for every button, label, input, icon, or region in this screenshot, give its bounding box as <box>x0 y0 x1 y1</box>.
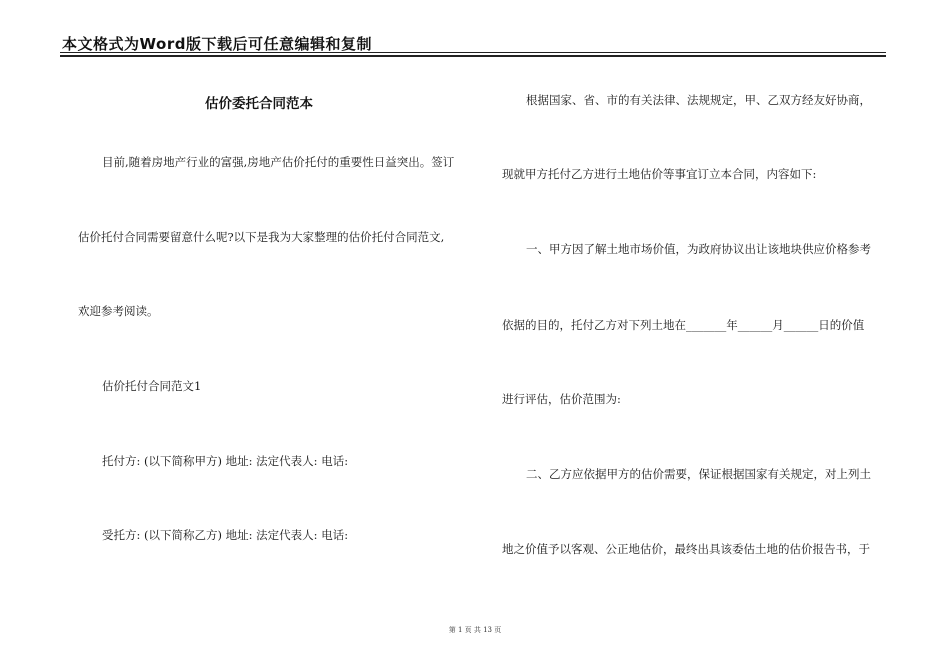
clause-one-line-3: 进行评估，估价范围为: <box>502 392 621 406</box>
clause-one-line-1: 一、甲方因了解土地市场价值，为政府协议出让该地块供应价格参考 <box>526 242 871 256</box>
sample-heading: 估价托付合同范文1 <box>102 379 202 393</box>
client-party-line: 托付方: (以下简称甲方) 地址: 法定代表人: 电话: <box>102 454 349 468</box>
clause-two-line-2: 地之价值予以客观、公正地估价，最终出具该委估土地的估价报告书，于 <box>502 542 870 556</box>
left-paragraph-line-1: 目前,随着房地产行业的富强,房地产估价托付的重要性日益突出。签订 <box>102 155 455 169</box>
left-paragraph-line-2: 估价托付合同需要留意什么呢?以下是我为大家整理的估价托付合同范文, <box>78 230 445 244</box>
left-paragraph-line-3: 欢迎参考阅读。 <box>78 304 159 318</box>
header-rule-thick <box>60 55 886 57</box>
clause-one-line-2: 依据的目的，托付乙方对下列土地在_______年______月______日的价值 <box>502 318 865 332</box>
word-format-banner: 本文格式为Word版下载后可任意编辑和复制 <box>62 35 372 53</box>
trustee-party-line: 受托方: (以下简称乙方) 地址: 法定代表人: 电话: <box>102 528 349 542</box>
page-number: 第 1 页 共 13 页 <box>448 626 502 634</box>
document-title: 估价委托合同范本 <box>205 96 313 112</box>
header-rule-thin <box>60 52 886 53</box>
right-paragraph-line-2: 现就甲方托付乙方进行土地估价等事宜订立本合同，内容如下: <box>502 167 817 181</box>
clause-two-line-1: 二、乙方应依据甲方的估价需要，保证根据国家有关规定，对上列土 <box>526 467 871 481</box>
right-paragraph-line-1: 根据国家、省、市的有关法律、法规规定，甲、乙双方经友好协商， <box>526 93 871 107</box>
